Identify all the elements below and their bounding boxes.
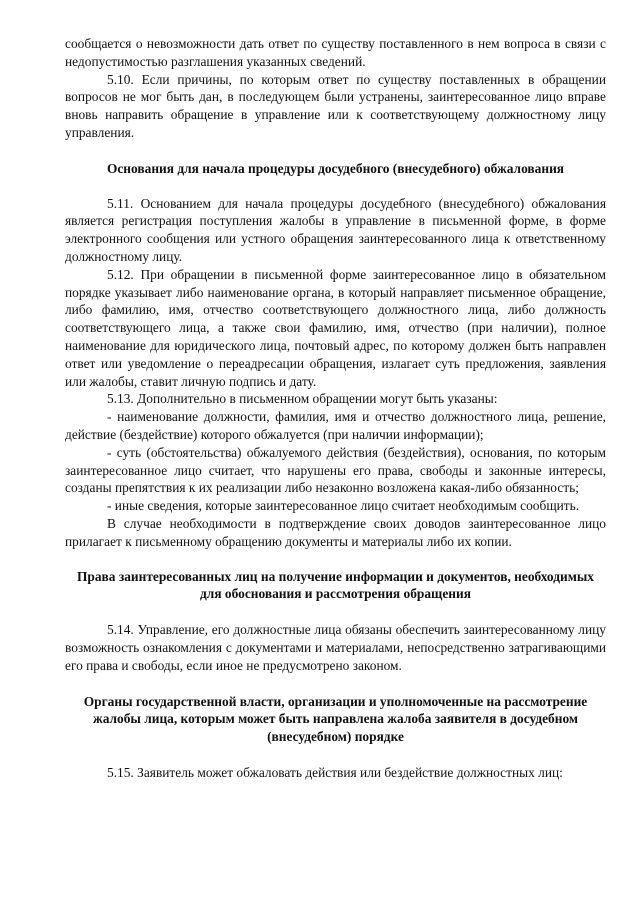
list-item-other: - иные сведения, которые заинтересованное лицо считает необходимым сообщить. <box>107 498 580 514</box>
paragraph-5-13: 5.13. Дополнительно в письменном обращении могут быть указаны: <box>107 391 498 407</box>
list-item-position: - наименование должности, фамилия, имя и отчество должностного лица, решение, действие (бездействие) которого обжалуется (при наличии информации); <box>65 409 606 442</box>
paragraph-5-12: 5.12. При обращении в письменной форме заинтересованное лицо в обязательном порядке указывает либо наименование органа, в который направляет письменное обращение, либо фамилию, имя, отчество соответствующего должностного лица, либо должность соответствующего лица, а также свои фамилию, имя, отчество (при наличии), полное наименование для юридического лица, почтовый адрес, по которому должен быть направлен ответ или уведомление о переадресации обращения, излагает суть предложения, заявления или жалобы, ставит личную подпись и дату. <box>65 266 606 389</box>
paragraph-5-11: 5.11. Основанием для начала процедуры досудебного (внесудебного) обжалования является регистрация поступления жалобы в управление в письменной форме, в форме электронного сообщения или устного обращения заинтересованного лица к ответственному должностному лицу. <box>65 195 606 264</box>
section-heading-rights: Права заинтересованных лиц на получение информации и документов, необходимых для обоснования и рассмотрения обращения <box>77 568 594 602</box>
paragraph-continuation: сообщается о невозможности дать ответ по существу поставленного в нем вопроса в связи с недопустимостью разглашения указанных сведений. <box>65 36 606 69</box>
paragraph-attachments: В случае необходимости в подтверждение своих доводов заинтересованное лицо прилагает к письменному обращению документы и материалы либо их копии. <box>65 515 606 549</box>
section-heading-authorities: Органы государственной власти, организации и уполномоченные на рассмотрение жалобы лица, которым может быть направлена жалоба заявителя в досудебном (внесудебном) порядке <box>83 693 588 745</box>
paragraph-5-15: 5.15. Заявитель может обжаловать действия или бездействие должностных лиц: <box>107 764 563 780</box>
paragraph-5-14: 5.14. Управление, его должностные лица обязаны обеспечить заинтересованному лицу возможность ознакомления с документами и материалами, непосредственно затрагивающими его права и свободы, если иное не предусмотрено законом. <box>65 622 606 673</box>
list-item-essence: - суть (обстоятельства) обжалуемого действия (бездействия), основания, по которым заинтересованное лицо считает, что нарушены его права, свободы и законные интересы, созданы препятствия к их реализации либо незаконно возложена какая-либо обязанность; <box>65 444 606 496</box>
section-heading-grounds: Основания для начала процедуры досудебного (внесудебного) обжалования <box>106 160 565 176</box>
paragraph-5-10: 5.10. Если причины, по которым ответ по существу поставленных в обращении вопросов не мог быть дан, в последующем были устранены, заинтересованное лицо вправе вновь направить обращение в управление или к соответствующему должностному лицу управления. <box>65 71 606 140</box>
